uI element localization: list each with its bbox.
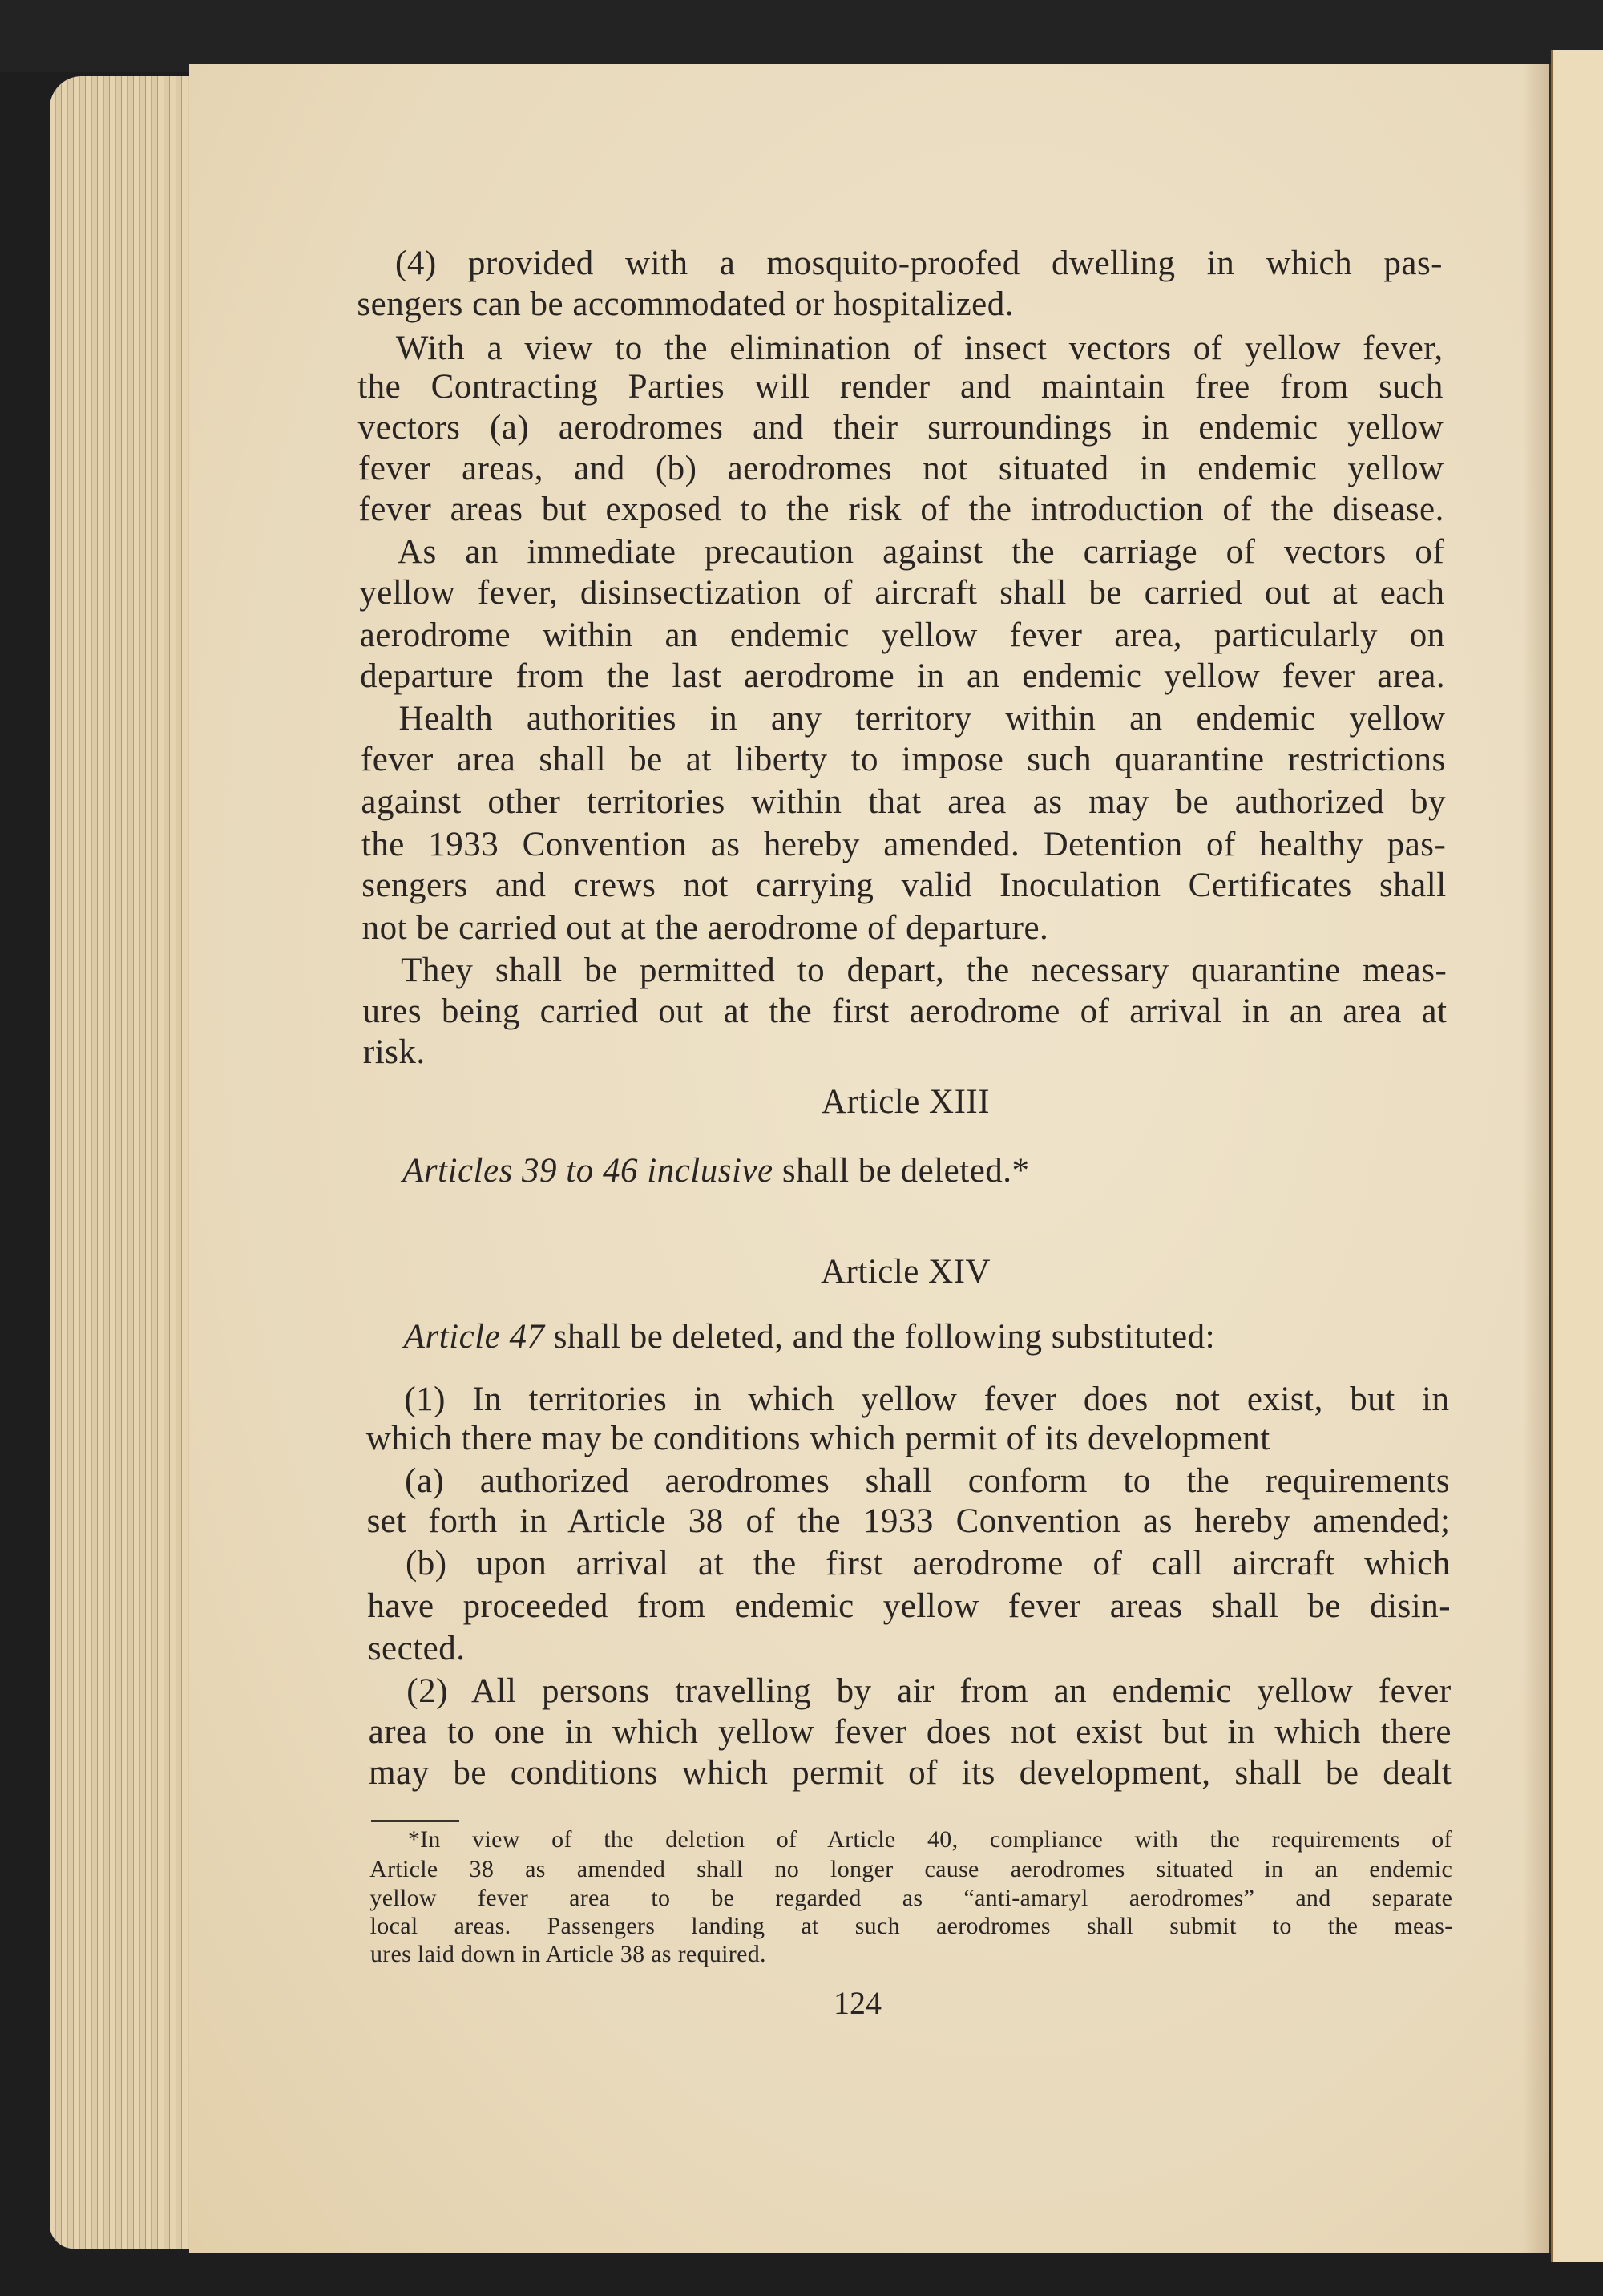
footnote-rule [371,1820,459,1822]
line-text: (b) upon arrival at the first aerodrome of call aircraft which [405,1544,1451,1583]
scan-background [0,0,1603,72]
line-text: may be conditions which permit of its development, shall be dealt [369,1753,1452,1792]
line-text: against other territories within that area as may be authorized by [361,783,1447,822]
text-line [362,990,1447,1033]
line-text: the Contracting Parties will render and maintain free from such [357,367,1444,406]
line-text: (4) provided with a mosquito-proofed dwelling in which pas- [395,245,1443,283]
text-line [361,738,1446,781]
line-text: sengers can be accommodated or hospitalized. [357,285,1015,324]
text-line [357,283,1443,325]
line-text: Health authorities in any territory within an endemic yellow [398,700,1446,738]
line-text: (2) All persons travelling by air from an endemic yellow fever [406,1671,1452,1710]
footnote-line [369,1884,1452,1913]
text-line [402,1150,1448,1192]
text-line [361,864,1446,907]
text-line [369,1711,1452,1753]
text-line [358,447,1444,490]
text-line [395,242,1443,285]
text-line [363,1031,1448,1073]
line-text: risk. [362,1033,426,1072]
text-line [404,1316,1449,1358]
text-line [361,781,1446,823]
text-line [404,1378,1449,1421]
text-line [367,1500,1451,1542]
text-line [399,697,1446,740]
text-line [361,823,1447,866]
text-line [396,327,1444,370]
line-text: Article 38 as amended shall no longer cause aerodromes situated in an endemic [369,1855,1453,1882]
line-text: Article XIV [820,1253,991,1292]
line-text: which there may be conditions which permit of its development [365,1420,1270,1458]
footnote-line [370,1940,1453,1969]
line-text: ures being carried out at the first aerodrome of arrival in an area at [362,992,1448,1031]
line-text: fever area shall be at liberty to impose such quarantine restrictions [360,741,1446,779]
line-text: Article XIII [821,1083,991,1122]
text-line [368,1627,1452,1670]
line-text: fever areas, and (b) aerodromes not situated in endemic yellow [358,449,1444,487]
footnote-line [370,1912,1453,1941]
line-text: With a view to the elimination of insect vectors of yellow fever, [395,329,1444,368]
line-text: not be carried out at the aerodrome of departure. [361,909,1049,948]
text-line [405,1460,1450,1502]
text-line [367,1585,1451,1627]
article-heading [357,1081,1455,1123]
line-text: (a) authorized aerodromes shall conform to the requirements [405,1462,1451,1501]
text-line [358,488,1444,531]
page-number: 124 [834,1985,882,2021]
text-line [401,949,1447,992]
article-heading [357,1251,1455,1293]
text-line [406,1542,1451,1585]
line-text: ures laid down in Article 38 as required. [369,1940,766,1967]
line-text: departure from the last aerodrome in an endemic yellow fever area. [360,657,1446,696]
line-text: shall be deleted, and the following substituted: [544,1317,1216,1356]
line-text: sengers and crews not carrying valid Inoculation Certificates shall [361,867,1447,905]
text-line [369,1752,1452,1794]
line-text: yellow fever, disinsectization of aircraft shall be carried out at each [359,574,1445,612]
line-text: sected. [367,1629,466,1667]
text-line [360,614,1445,657]
line-text: area to one in which yellow fever does not exist but in which there [368,1712,1452,1751]
text-line [360,655,1445,697]
line-text: *In view of the deletion of Article 40, compliance with the requirements of [407,1826,1452,1853]
line-text: yellow fever area to be regarded as “anti-amaryl aerodromes” and separate [369,1885,1453,1912]
italic-reference: Articles 39 to 46 inclusive [402,1152,773,1190]
text-line [398,531,1444,573]
text-line [362,907,1447,949]
text-line [406,1670,1451,1712]
page-stack-edges [50,76,194,2249]
text-line [366,1417,1450,1460]
line-text: fever areas but exposed to the risk of the introduction of the disease. [358,490,1444,528]
text-line [358,406,1444,449]
line-text: (1) In territories in which yellow fever does not exist, but in [404,1380,1450,1419]
line-text: aerodrome within an endemic yellow fever area, particularly on [359,616,1445,654]
text-line [357,366,1444,408]
line-text: vectors (a) aerodromes and their surroundings in endemic yellow [357,408,1444,447]
line-text: shall be deleted.* [773,1152,1030,1190]
footnote-line [369,1855,1452,1884]
line-text: They shall be permitted to depart, the necessary quarantine meas- [401,952,1448,990]
line-text: set forth in Article 38 of the 1933 Convention as hereby amended; [366,1502,1451,1540]
line-text: the 1933 Convention as hereby amended. Detention of healthy pas- [361,826,1447,864]
line-text: have proceeded from endemic yellow fever areas shall be disin- [367,1587,1452,1625]
footnote-line [408,1825,1452,1854]
line-text: As an immediate precaution against the carriage of vectors of [397,532,1445,571]
italic-reference: Article 47 [403,1317,545,1356]
facing-page-edge [1551,50,1603,2262]
text-line [359,572,1444,614]
line-text: local areas. Passengers landing at such aerodromes shall submit to the meas- [369,1913,1453,1940]
gutter-shadow [1523,64,1551,2253]
